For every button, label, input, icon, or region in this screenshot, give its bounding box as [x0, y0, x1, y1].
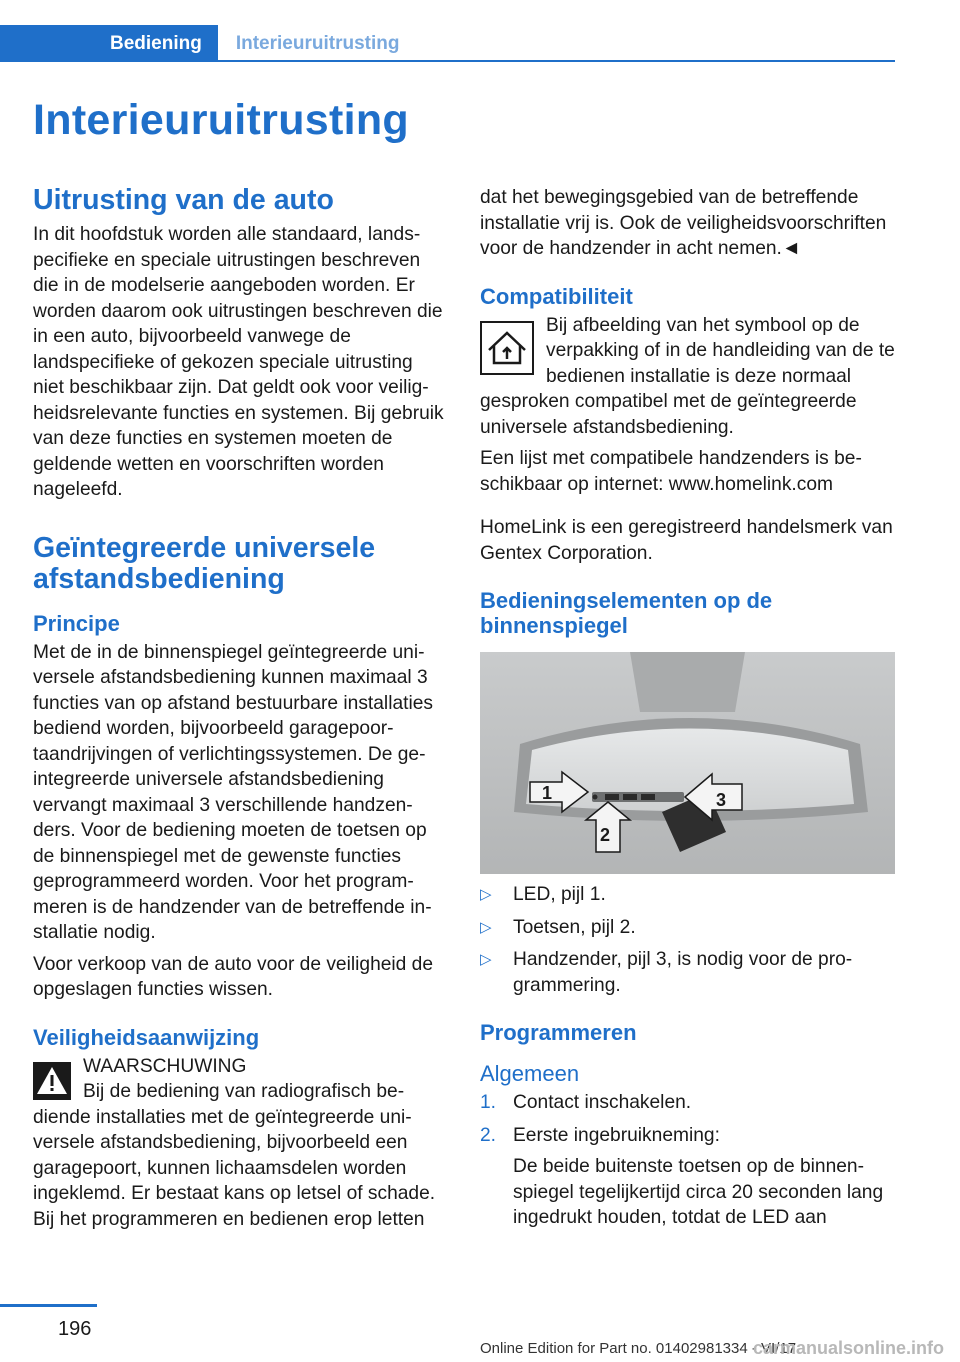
- header-rule: [0, 60, 895, 62]
- mirror-button-3: [641, 794, 655, 800]
- mirror-mount: [630, 652, 745, 712]
- subheading-compatibiliteit: Compatibiliteit: [480, 283, 633, 309]
- step-item: [480, 1123, 895, 1231]
- subheading-veiligheid: Veiligheidsaanwijzing: [33, 1024, 260, 1050]
- rearview-mirror-figure: [480, 652, 895, 874]
- homelink-house-icon: [480, 321, 534, 375]
- compat-block: [480, 313, 895, 441]
- tab-section[interactable]: Bediening: [0, 25, 218, 62]
- warning-text: Bij de bediening van radiografisch bediende installaties met de geïntegreerde universele afstandsbediening, bijvoorbeeld een garagepoort, kunnen lichaamsdelen worden ingeklemd. Er bestaat kans op letsel of schade. Bij het programmeren en bedienen erop letten: [33, 1081, 436, 1230]
- triangle-bullet-icon: ▷: [480, 886, 492, 903]
- arrow-2-label: 2: [600, 825, 611, 845]
- header-tabs: [0, 25, 417, 62]
- subheading-algemeen: Algemeen: [480, 1061, 580, 1086]
- arrow-1-label: 1: [542, 783, 553, 803]
- warning-continued: dat het bewegingsgebied van de betreffende installatie vrij is. Ook de veiligheidsvoorschriften voor de handzender in acht nemen.◄: [480, 187, 887, 259]
- left-column: [33, 185, 448, 1232]
- chapter-title: Interieuruitrusting: [33, 96, 409, 144]
- mirror-button-2: [623, 794, 637, 800]
- arrow-3-label: 3: [716, 790, 727, 810]
- compat-paragraph: Bij afbeelding van het symbool op de verpakking of in de handleiding van de te bedienen installatie is deze normaal gesproken compatibel met de geïntegreerde universele afstandsbediening.: [480, 314, 895, 438]
- step-text: Eerste ingebruikneming:: [513, 1124, 720, 1146]
- warning-block: [33, 1054, 448, 1233]
- page-number: 196: [58, 1318, 92, 1340]
- trademark-paragraph: HomeLink is een geregistreerd handelsmerk van Gentex Corporation.: [480, 517, 893, 564]
- subheading-programmeren: Programmeren: [480, 1020, 637, 1045]
- mirror-button-1: [605, 794, 619, 800]
- legend-list: [480, 882, 895, 998]
- section-heading-remote: Geïntegreerde universele afstandsbediening: [33, 531, 376, 595]
- step-item: [480, 1090, 895, 1116]
- list-item-text: Toetsen, pijl 2.: [513, 916, 636, 938]
- subheading-principe: Principe: [33, 610, 120, 636]
- section-heading-uitrusting: Uitrusting van de auto: [33, 184, 334, 216]
- warning-label: WAARSCHUWING: [83, 1055, 247, 1077]
- step-number: 1.: [480, 1092, 497, 1113]
- step-subtext: De beide buitenste toetsen op de binnenspiegel tegelijkertijd circa 20 seconden lang ingedrukt houden, totdat de LED aan: [513, 1156, 884, 1228]
- footer-rule: [0, 1304, 97, 1307]
- list-item: [480, 915, 895, 941]
- list-item-text: Handzender, pijl 3, is nodig voor de programmering.: [513, 949, 853, 996]
- edition-note: Online Edition for Part no. 01402981334 - VI/17: [480, 1340, 797, 1357]
- principe-paragraph: Met de in de binnenspiegel geïntegreerde universele afstandsbediening kunnen maximaal 3 functies van op afstand bestuurbare installaties bediend worden, bijvoorbeeld garagepoortaandrijvingen of verlichtingssystemen. De geintegreerde universele afstandsbediening vervangt maximaal 3 verschillende handzenders. Voor de bediening moeten de toetsen op de binnenspiegel met de gewenste functies geprogrammeerd worden. Voor het programmeren is de handzender van de betreffende installatie nodig.: [33, 641, 433, 943]
- list-item: [480, 947, 895, 998]
- subheading-bedieningselementen: Bedieningselementen op de binnenspiegel: [480, 588, 773, 638]
- uitrusting-paragraph: In dit hoofdstuk worden alle standaard, landspecifieke en speciale uitrustingen beschreven die in de modelserie aangeboden worden. Er worden daarom ook uitrustingen beschreven die in een auto, bijvoorbeeld vanwege de landspecifieke of gekozen speciale uitrusting niet beschikbaar zijn. Dat geldt ook voor veiligheidsrelevante functies en systemen. Bij gebruik van deze functies en systemen moeten de geldende wetten en voorschriften worden nageleefd.: [33, 224, 444, 500]
- right-column: [480, 185, 895, 1238]
- led-dot: [593, 795, 598, 800]
- list-item-text: LED, pijl 1.: [513, 884, 606, 905]
- warning-triangle-icon: [33, 1062, 71, 1100]
- tab-topic[interactable]: Interieuruitrusting: [235, 33, 400, 54]
- list-item: [480, 882, 895, 908]
- step-text: Contact inschakelen.: [513, 1092, 692, 1113]
- verkoop-paragraph: Voor verkoop van de auto voor de veiligheid de opgeslagen functies wissen.: [33, 953, 434, 1000]
- homelink-list-paragraph: Een lijst met compatibele handzenders is beschikbaar op internet: www.homelink.com: [480, 448, 862, 495]
- steps-list: [480, 1090, 895, 1231]
- triangle-bullet-icon: ▷: [480, 918, 492, 936]
- watermark: carmanualsonline.info: [752, 1338, 944, 1358]
- step-number: 2.: [480, 1124, 497, 1146]
- triangle-bullet-icon: ▷: [480, 951, 492, 968]
